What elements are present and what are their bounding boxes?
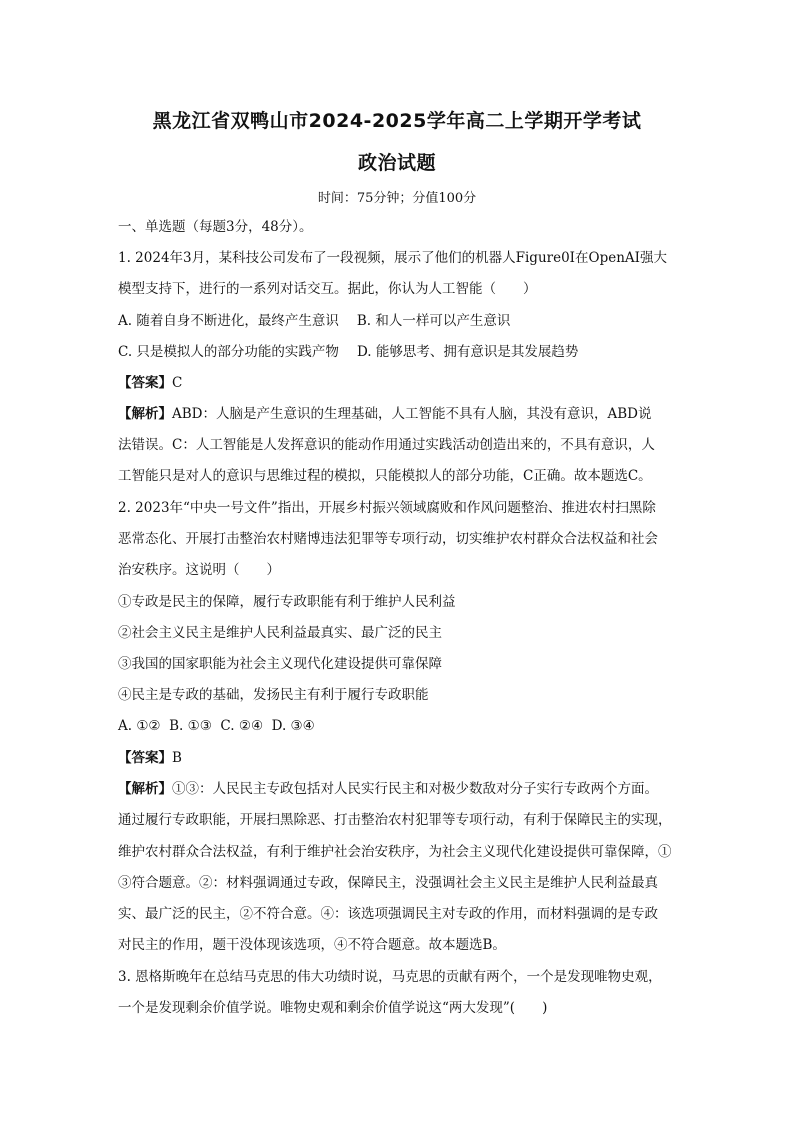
q1-analysis-line-1 — [118, 404, 678, 424]
q2-item-4: ④民主是专政的基础，发扬民主有利于履行专政职能 — [118, 687, 429, 703]
q2-item-2: ②社会主义民主是维护人民利益最真实、最广泛的民主 — [118, 625, 442, 641]
q2-analysis-line-3: 维护农村群众合法权益，有利于维护社会治安秩序，为社会主义现代化建设提供可靠保障，① — [118, 844, 672, 860]
exam-meta: 时间：75分钟；分值100分 — [317, 191, 477, 206]
q1-stem-line-1: 1. 2024年3月，某科技公司发布了一段视频，展示了他们的机器人Figure0I在OpenAI强大 — [118, 250, 667, 266]
q2-analysis-text-1: ①③：人民民主专政包括对人民实行民主和对极少数敌对分子实行专政两个方面。 — [172, 781, 658, 797]
q1-option-b: B. 和人一样可以产生意识 — [356, 313, 511, 329]
q2-answer — [118, 748, 678, 768]
q1-options-row-2 — [118, 342, 678, 362]
q2-analysis-line-6: 对民主的作用，题干没体现该选项，④不符合题意。故本题选B。 — [118, 937, 506, 953]
q1-option-c: C. 只是模拟人的部分功能的实践产物 — [118, 344, 339, 360]
q1-options-row-1 — [118, 311, 678, 331]
q2-analysis-line-2: 通过履行专政职能，开展扫黑除恶、打击整治农村犯罪等专项行动，有利于保障民主的实现， — [118, 812, 672, 828]
q2-stem-line-2: 恶常态化、开展打击整治农村赌博违法犯罪等专项行动，切实维护农村群众合法权益和社会 — [118, 531, 658, 547]
q1-option-d: D. 能够思考、拥有意识是其发展趋势 — [356, 344, 579, 360]
page-subtitle: 政治试题 — [357, 152, 436, 174]
q1-answer-value: C — [172, 375, 183, 391]
q1-analysis-text-1: ABD：人脑是产生意识的生理基础，人工智能不具有人脑，其没有意识，ABD说 — [172, 406, 652, 422]
q1-answer — [118, 373, 678, 393]
q1-stem-line-2: 模型支持下，进行的一系列对话交互。据此，你认为人工智能（ ） — [118, 281, 537, 297]
q2-analysis-line-1 — [118, 779, 678, 799]
q2-item-3: ③我国的国家职能为社会主义现代化建设提供可靠保障 — [118, 656, 442, 672]
section-heading: 一、单选题（每题3分，48分）。 — [118, 219, 313, 235]
q1-option-a: A. 随着自身不断进化，最终产生意识 — [118, 313, 339, 329]
q2-analysis-label: 【解析】 — [118, 781, 172, 797]
q2-answer-value: B — [172, 750, 182, 766]
q2-answer-label: 【答案】 — [118, 750, 172, 766]
q3-stem-line-2: 一个是发现剩余价值学说。唯物史观和剩余价值学说这“两大发现”( ) — [118, 1000, 548, 1016]
q2-options: A. ①② B. ①③ C. ②④ D. ③④ — [118, 718, 315, 734]
q2-analysis-line-5: 实、最广泛的民主，②不符合意。④：该选项强调民主对专政的作用，而材料强调的是专政 — [118, 906, 658, 922]
q2-item-1: ①专政是民主的保障，履行专政职能有利于维护人民利益 — [118, 594, 456, 610]
q1-analysis-label: 【解析】 — [118, 406, 172, 422]
q2-stem-line-1: 2. 2023年“中央一号文件”指出，开展乡村振兴领域腐败和作风问题整治、推进农村扫黑除 — [118, 500, 656, 516]
q2-stem-line-3: 治安秩序。这说明（ ） — [118, 562, 280, 578]
q2-analysis-line-4: ③符合题意。②：材料强调通过专政，保障民主，没强调社会主义民主是维护人民利益最真 — [118, 875, 658, 891]
q1-analysis-line-3: 工智能只是对人的意识与思维过程的模拟，只能模拟人的部分功能，C正确。故本题选C。 — [118, 468, 652, 484]
q3-stem-line-1: 3. 恩格斯晚年在总结马克思的伟大功绩时说，马克思的贡献有两个，一个是发现唯物史观， — [118, 969, 662, 985]
q1-analysis-line-2: 法错误。C：人工智能是人发挥意识的能动作用通过实践活动创造出来的，不具有意识，人 — [118, 437, 655, 453]
q1-answer-label: 【答案】 — [118, 375, 172, 391]
page-title: 黑龙江省双鸭山市2024-2025学年高二上学期开学考试 — [152, 110, 642, 132]
